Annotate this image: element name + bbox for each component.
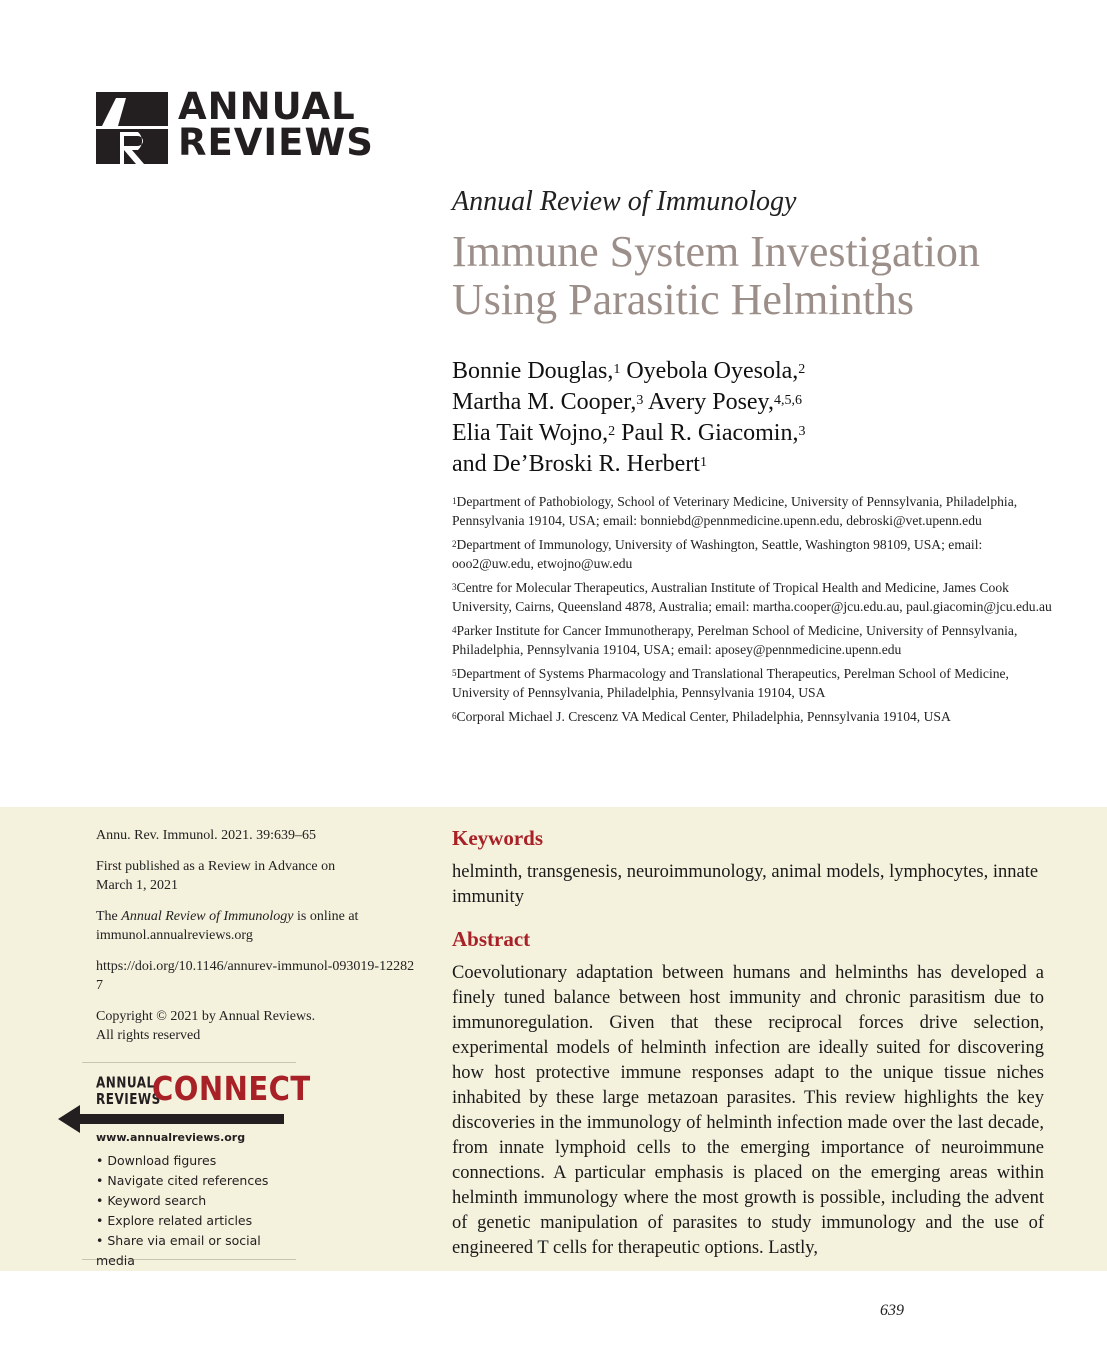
- affiliation-text: Department of Systems Pharmacology and Translational Therapeutics, Perelman School of Medicine, University of Pennsylvania, Philadelphia, Pennsylvania 19104, USA: [452, 666, 1009, 700]
- affiliation-text: Department of Immunology, University of Washington, Seattle, Washington 98109, USA; email: ooo2@uw.edu, etwojno@uw.edu: [452, 537, 983, 571]
- affiliation-number: 6: [452, 711, 457, 721]
- connect-feature-item: • Explore related articles: [96, 1213, 253, 1228]
- affiliation-text: Centre for Molecular Therapeutics, Australian Institute of Tropical Health and Medicine, James Cook University, Cairns, Queensland 4878, Australia; email: martha.cooper@jcu.edu.au, paul.giacomin@jcu.edu.au: [452, 580, 1052, 614]
- abstract-text: Coevolutionary adaptation between humans and helminths has developed a finely tuned balance between host immunity and chronic parasitism due to immunoregulation. Given that these reciprocal forces drive selection, experimental models of helminth infection are ideally suited for discovering how host protective immune responses adapt to the unique tissue niches inhabited by these large metazoan parasites. This review highlights the key discoveries in the immunology of helminth infection made over the last decade, from innate lymphoid cells to the emerging importance of neuroimmune connections. A particular emphasis is placed on the emerging areas within helminth immunology where the most growth is possible, including the advent of genetic manipulation of parasites to study immunology and the use of engineered T cells for therapeutic options. Lastly,: [452, 963, 1044, 1258]
- author-name: Paul R. Giacomin,: [615, 420, 799, 446]
- author-affiliation-marker: 2: [798, 362, 806, 377]
- connect-feature-item: • Download figures: [96, 1153, 217, 1168]
- affiliation-list: [452, 492, 1052, 731]
- author-name: Oyebola Oyesola,: [620, 358, 799, 384]
- author-affiliation-marker: 3: [636, 393, 644, 408]
- article-title: [452, 228, 1052, 324]
- affiliation-number: 4: [452, 625, 457, 635]
- annual-reviews-logo: [96, 85, 376, 166]
- abstract-heading: Abstract: [452, 927, 531, 951]
- affiliation: [452, 664, 1052, 702]
- logo-wordmark: [178, 85, 374, 164]
- connect-feature-item: • Keyword search: [96, 1193, 207, 1208]
- affiliation: [452, 535, 1052, 573]
- citation: Annu. Rev. Immunol. 2021. 39:639–65: [96, 828, 316, 843]
- author-line: [452, 356, 1052, 387]
- affiliation: [452, 492, 1052, 530]
- page-number: 639: [880, 1302, 904, 1319]
- connect-feature-item: • Navigate cited references: [96, 1173, 269, 1188]
- article-metadata: [96, 826, 426, 1057]
- connect-feature-list: [96, 1151, 296, 1271]
- title-line: Using Parasitic Helminths: [452, 275, 914, 324]
- affiliation-number: 3: [452, 582, 457, 592]
- affiliation: [452, 578, 1052, 616]
- copyright: Copyright © 2021 by Annual Reviews. All rights reserved: [96, 1009, 316, 1043]
- first-published: First published as a Review in Advance on March 1, 2021: [96, 859, 336, 893]
- author-line: [452, 387, 1052, 418]
- affiliation-number: 2: [452, 539, 457, 549]
- connect-wordmark: CONNECT: [152, 1069, 311, 1108]
- doi-link[interactable]: https://doi.org/10.1146/annurev-immunol-093019-122827: [96, 959, 415, 993]
- affiliation-number: 1: [452, 496, 457, 506]
- author-affiliation-marker: 3: [798, 424, 806, 439]
- affiliation-text: Department of Pathobiology, School of Veterinary Medicine, University of Pennsylvania, Philadelphia, Pennsylvania 19104, USA; email: bonniebd@pennmedicine.upenn.edu, debroski@vet.upenn.edu: [452, 494, 1018, 528]
- connect-url[interactable]: www.annualreviews.org: [96, 1131, 246, 1144]
- author-name: Elia Tait Wojno,: [452, 420, 609, 446]
- title-line: Immune System Investigation: [452, 227, 980, 276]
- keywords-text: helminth, transgenesis, neuroimmunology, animal models, lymphocytes, innate immunity: [452, 862, 1039, 907]
- author-name: Avery Posey,: [643, 389, 774, 415]
- author-line: [452, 418, 1052, 449]
- keywords-heading: Keywords: [452, 826, 543, 850]
- affiliation: [452, 621, 1052, 659]
- author-name: Bonnie Douglas,: [452, 358, 614, 384]
- online-note: The Annual Review of Immunology is online at immunol.annualreviews.org: [96, 909, 359, 943]
- connect-logo-small: ANNUAL REVIEWS: [96, 1073, 161, 1108]
- online-journal-name: Annual Review of Immunology: [121, 909, 294, 924]
- author-name: Martha M. Cooper,: [452, 389, 637, 415]
- author-affiliation-marker: 4,5,6: [774, 393, 802, 408]
- logo-line-annual: ANNUAL: [178, 85, 356, 128]
- author-affiliation-marker: 2: [608, 424, 616, 439]
- author-affiliation-marker: 1: [613, 362, 621, 377]
- journal-name: Annual Review of Immunology: [452, 186, 797, 217]
- connect-feature-item: • Share via email or social media: [96, 1233, 261, 1268]
- author-affiliation-marker: 1: [699, 455, 707, 470]
- author-list: [452, 356, 1052, 480]
- affiliation-number: 5: [452, 668, 457, 678]
- annual-reviews-connect-box: [82, 1062, 311, 1268]
- ar-logo-mark: [96, 92, 168, 164]
- author-line: [452, 449, 1052, 480]
- affiliation-text: Corporal Michael J. Crescenz VA Medical Center, Philadelphia, Pennsylvania 19104, USA: [456, 709, 951, 724]
- author-name: and De’Broski R. Herbert: [452, 451, 700, 477]
- affiliation: [452, 707, 1052, 726]
- logo-line-reviews: REVIEWS: [178, 121, 374, 164]
- affiliation-text: Parker Institute for Cancer Immunotherapy, Perelman School of Medicine, University of Pennsylvania, Philadelphia, Pennsylvania 19104, USA; email: aposey@pennmedicine.upenn.edu: [452, 623, 1018, 657]
